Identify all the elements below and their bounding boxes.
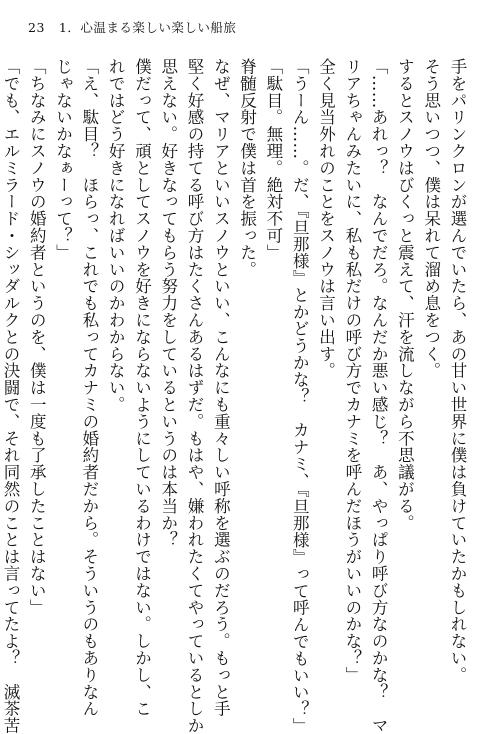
text-line: 全く見当外れのことをスノウは言い出す。	[316, 58, 336, 380]
text-line: 「ちなみにスノウの婚約者というのを、僕は一度も了承したことはない」	[27, 58, 47, 616]
text-line: 「駄目。無理。絶対不可」	[263, 58, 283, 261]
text-line: 「うーん……。だ、『旦那様』とかどうかな？ カナミ、『旦那様』って呼んでもいい？」	[290, 58, 310, 734]
text-line: リアちゃんみたいに、私も私だけの呼び方でカナミを呼んだほうがいいのかな？」	[342, 58, 362, 684]
text-line: なぜ、マリアといいスノウといい、こんなにも重々しい呼称を選ぶのだろう。もっと手	[211, 58, 231, 718]
text-line: れではどう好きになればいいのかわからない。	[106, 58, 126, 413]
page-number: 23	[28, 20, 45, 35]
text-line: 「でも、エルミラード・シッダルクとの決闘で、それ同然のことは言ってたよ？ 滅茶苦	[0, 58, 20, 734]
text-line: そう思いつつ、僕は呆れて溜め息をつく。	[421, 58, 441, 380]
text-line: 堅く好感の持てる呼び方はたくさんあるはずだ。もはや、嫌われたくてやっているとしか	[185, 58, 205, 734]
text-line: するとスノウはびくっと震えて、汗を流しながら不思議がる。	[395, 58, 415, 532]
text-line: 「……あれっ？ なんでだろ。なんだか悪い感じ？ あ、やっぱり呼び方なのかな？ マ	[369, 58, 389, 734]
text-line: 脊髄反射で僕は首を振った。	[237, 58, 257, 278]
vertical-body-text	[0, 58, 470, 734]
text-line: 「え、駄目？ ほらっ、これでも私ってカナミの婚約者だから。そういうのもありなん	[79, 58, 99, 718]
text-line: 僕だって、頑としてスノウを好きにならないようにしているわけではない。しかし、こ	[132, 58, 152, 718]
text-line: じゃないかなぁーって？」	[53, 58, 73, 261]
chapter-title: 1．心温まる楽しい楽しい船旅	[58, 20, 237, 35]
text-line: 思えない。好きなってもらう努力をしているというのは本当か？	[158, 58, 178, 549]
text-line: 手をパリンクロンが選んでいたら、あの甘い世界に僕は負けていたかもしれない。	[448, 58, 467, 684]
running-header	[28, 18, 236, 36]
